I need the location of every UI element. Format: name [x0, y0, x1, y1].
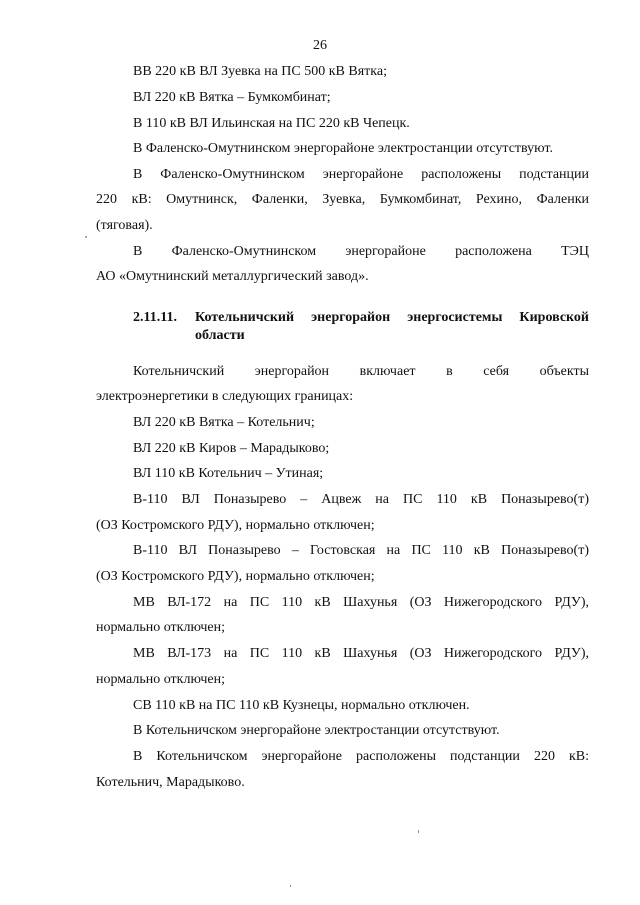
text-line: МВ ВЛ-173 на ПС 110 кВ Шахунья (ОЗ Нижегородского РДУ),	[133, 646, 589, 661]
text-line: В 110 кВ ВЛ Ильинская на ПС 220 кВ Чепецк.	[133, 116, 410, 131]
text-line: В-110 ВЛ Поназырево – Гостовская на ПС 110 кВ Поназырево(т)	[133, 543, 589, 558]
text-line: нормально отключен;	[96, 672, 226, 687]
text-line: В Фаленско-Омутнинском энергорайоне расположены подстанции	[133, 167, 589, 182]
text-line: Котельнич, Марадыково.	[96, 775, 245, 790]
section-title: Котельничский энергорайон энергосистемы Кировской	[195, 310, 589, 325]
text-line: (ОЗ Костромского РДУ), нормально отключен;	[96, 569, 375, 584]
scan-speck	[290, 885, 291, 887]
text-line: нормально отключен;	[96, 620, 226, 635]
scan-speck	[418, 830, 419, 833]
text-line: В Котельничском энергорайоне электростанции отсутствуют.	[133, 723, 500, 738]
text-line: ВЛ 110 кВ Котельнич – Утиная;	[133, 466, 324, 481]
page-number: 26	[313, 38, 327, 53]
section-number: 2.11.11.	[133, 310, 177, 325]
text-line: (тяговая).	[96, 218, 153, 233]
text-line: (ОЗ Костромского РДУ), нормально отключен;	[96, 518, 375, 533]
text-line: СВ 110 кВ на ПС 110 кВ Кузнецы, нормально отключен.	[133, 698, 470, 713]
text-line: В Фаленско-Омутнинском энергорайоне электростанции отсутствуют.	[133, 141, 553, 156]
text-line: электроэнергетики в следующих границах:	[96, 389, 354, 404]
text-line: ВЛ 220 кВ Вятка – Бумкомбинат;	[133, 90, 331, 105]
text-line: ВЛ 220 кВ Вятка – Котельнич;	[133, 415, 315, 430]
text-line: В Фаленско-Омутнинском энергорайоне расположена ТЭЦ	[133, 244, 589, 259]
scan-speck	[85, 236, 87, 238]
text-line: Котельничский энергорайон включает в себя объекты	[133, 364, 589, 379]
text-line: В-110 ВЛ Поназырево – Ацвеж на ПС 110 кВ Поназырево(т)	[133, 492, 589, 507]
section-title-continued: области	[195, 328, 245, 343]
text-line: ВЛ 220 кВ Киров – Марадыково;	[133, 441, 330, 456]
text-line: 220 кВ: Омутнинск, Фаленки, Зуевка, Бумкомбинат, Рехино, Фаленки	[96, 192, 589, 207]
text-line: В Котельничском энергорайоне расположены подстанции 220 кВ:	[133, 749, 589, 764]
text-line: МВ ВЛ-172 на ПС 110 кВ Шахунья (ОЗ Нижегородского РДУ),	[133, 595, 589, 610]
text-line: АО «Омутнинский металлургический завод».	[96, 269, 369, 284]
text-line: ВВ 220 кВ ВЛ Зуевка на ПС 500 кВ Вятка;	[133, 64, 387, 79]
